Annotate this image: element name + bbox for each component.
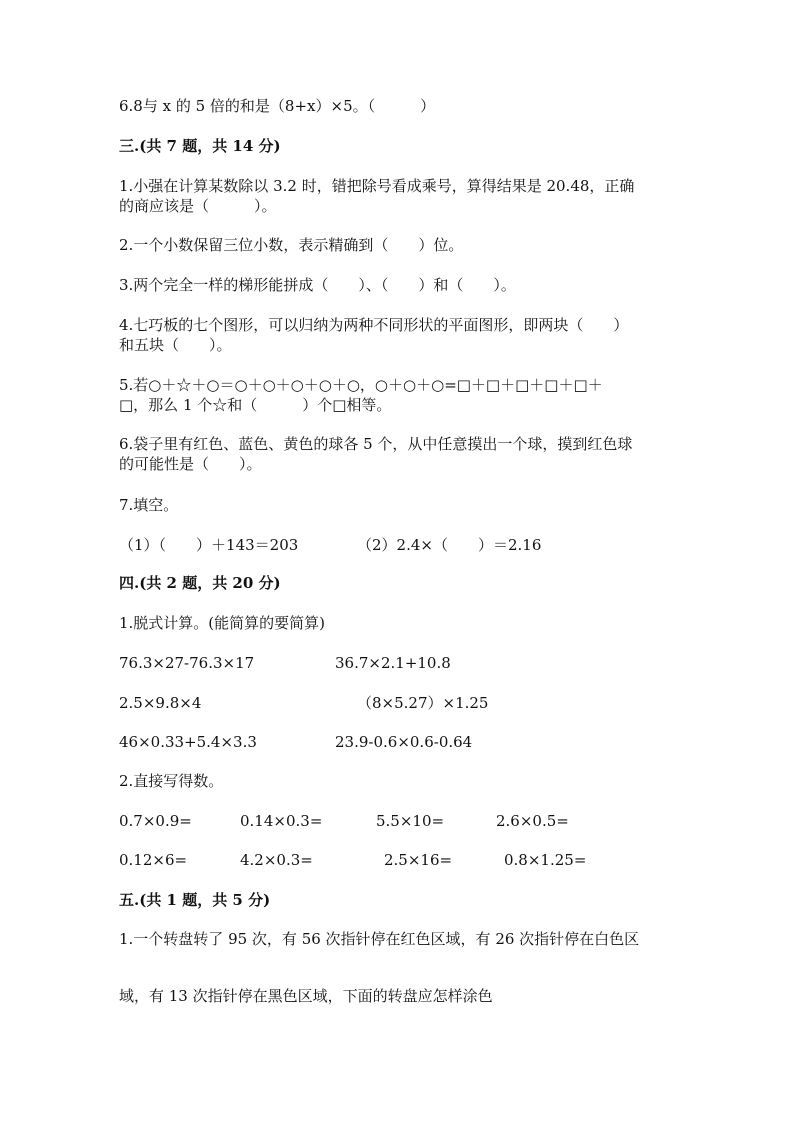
calc-item: （8×5.27）×1.25 [357,694,489,712]
question-4-2-label: 2.直接写得数。 [119,772,224,790]
question-2-6: 6.8与 x 的 5 倍的和是（8+x）×5。（ ） [119,97,436,115]
question-3-1-line1: 1.小强在计算某数除以 3.2 时，错把除号看成乘号，算得结果是 20.48，正确 [119,177,635,195]
oral-calc-item: 4.2×0.3= [240,851,313,869]
oral-calc-item: 2.6×0.5= [496,812,569,830]
oral-calc-item: 0.14×0.3= [240,812,323,830]
question-3-7-label: 7.填空。 [119,496,179,514]
oral-calc-item: 0.7×0.9= [119,812,192,830]
question-3-6-line2: 的可能性是（ ）。 [119,455,262,473]
question-4-1-label: 1.脱式计算。(能简算的要简算) [119,614,326,632]
question-5-1-line1: 1.一个转盘转了 95 次，有 56 次指针停在红色区域，有 26 次指针停在白色区 [119,930,640,948]
question-3-4-line2: 和五块（ ）。 [119,336,232,354]
calc-item: 2.5×9.8×4 [119,694,202,712]
section-5-heading: 五.(共 1 题，共 5 分) [119,891,271,909]
oral-calc-item: 0.8×1.25= [504,851,587,869]
section-4-heading: 四.(共 2 题，共 20 分) [119,574,281,592]
oral-calc-item: 2.5×16= [384,851,453,869]
question-3-5-line1: 5.若○＋☆＋○＝○＋○＋○＋○＋○，○＋○＋○=□＋□＋□＋□＋□＋ [119,376,603,394]
calc-item: 46×0.33+5.4×3.3 [119,733,257,751]
question-3-1-line2: 的商应该是（ ）。 [119,197,277,215]
section-3-heading: 三.(共 7 题，共 14 分) [119,137,281,155]
calc-item: 23.9-0.6×0.6-0.64 [335,733,473,751]
question-3-4-line1: 4.七巧板的七个图形，可以归纳为两种不同形状的平面图形，即两块（ ） [119,316,629,334]
question-5-1-line2: 域，有 13 次指针停在黑色区域，下面的转盘应怎样涂色 [119,987,493,1005]
calc-item: 36.7×2.1+10.8 [335,654,451,672]
oral-calc-item: 0.12×6= [119,851,188,869]
question-3-5-line2: □，那么 1 个☆和（ ）个□相等。 [119,396,392,414]
calc-item: 76.3×27-76.3×17 [119,654,255,672]
question-3-3: 3.两个完全一样的梯形能拼成（ ）、（ ）和（ ）。 [119,276,516,294]
question-3-2: 2.一个小数保留三位小数，表示精确到（ ）位。 [119,236,464,254]
oral-calc-item: 5.5×10= [376,812,445,830]
question-3-7-part-1: （1）（ ）＋143＝203 [119,536,299,554]
question-3-7-part-2: （2）2.4×（ ）＝2.16 [357,536,542,554]
question-3-6-line1: 6.袋子里有红色、蓝色、黄色的球各 5 个，从中任意摸出一个球，摸到红色球 [119,435,633,453]
